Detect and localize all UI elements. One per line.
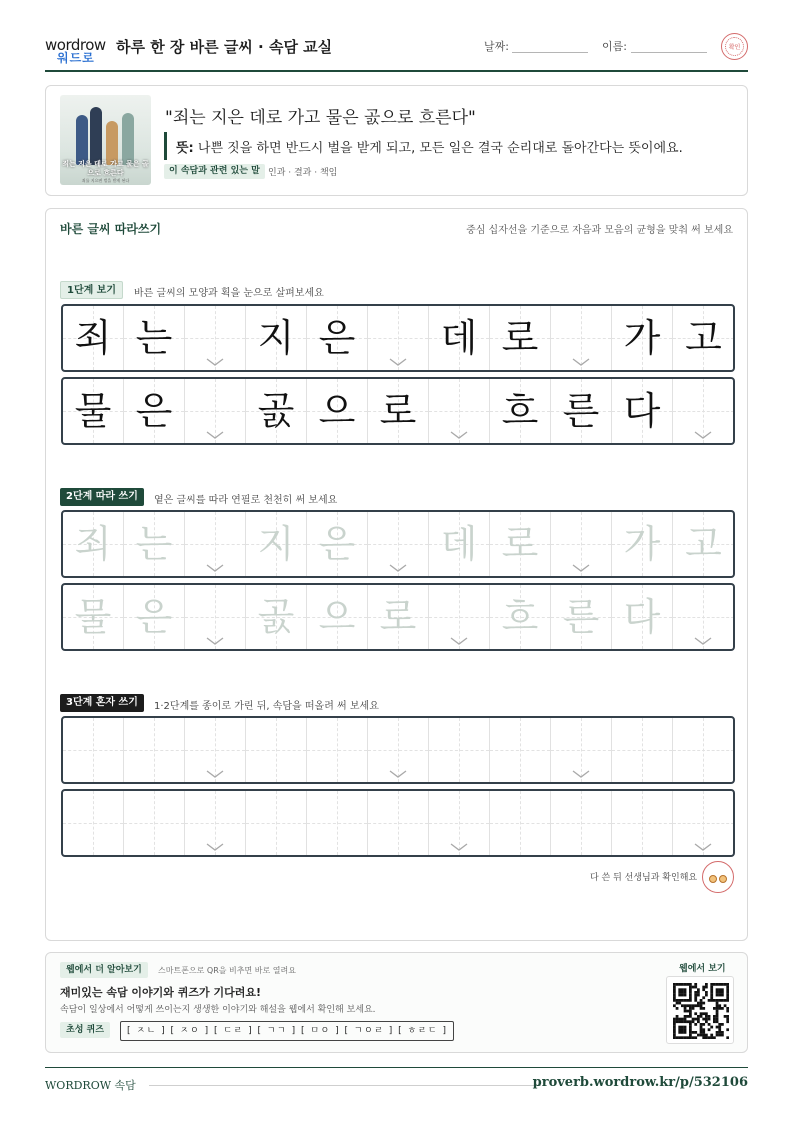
chosung-quiz-label: 초성 퀴즈 [60, 1022, 110, 1038]
space-mark-icon [449, 429, 469, 441]
grid-cell[interactable] [673, 585, 734, 649]
grid-character: 은 [318, 316, 356, 360]
step-1-tag: 1단계 보기 [60, 281, 123, 299]
web-more-tag: 웹에서 더 알아보기 [60, 962, 148, 978]
space-mark-icon [449, 841, 469, 853]
grid-cell [612, 379, 673, 443]
meaning-text: 나쁜 짓을 하면 반드시 벌을 받게 되고, 모든 일은 결국 순리대로 돌아간다는 뜻이에요. [197, 141, 683, 156]
space-mark-icon [571, 356, 591, 368]
grid-character: 물 [74, 595, 112, 639]
grid-cell [612, 306, 673, 370]
step-3-tag: 3단계 혼자 쓰기 [60, 694, 144, 712]
space-mark-icon [205, 429, 225, 441]
grid-character: 다 [623, 389, 661, 433]
grid-character: 는 [135, 522, 173, 566]
trace-row-2[interactable] [61, 583, 735, 651]
related-words: 인과 · 결과 · 책임 [268, 168, 338, 178]
grid-character: 죄 [74, 316, 112, 360]
date-label: 날짜: [484, 40, 509, 53]
space-mark-icon [205, 635, 225, 647]
grid-cell[interactable] [368, 512, 429, 576]
grid-cell[interactable] [490, 512, 551, 576]
qr-label: 웹에서 보기 [679, 964, 726, 974]
grid-cell[interactable] [307, 718, 368, 782]
grid-character: 물 [74, 389, 112, 433]
space-mark-icon [449, 635, 469, 647]
practice-title: 바른 글씨 따라쓰기 [60, 222, 162, 236]
grid-cell [63, 379, 124, 443]
grid-cell[interactable] [63, 585, 124, 649]
space-mark-icon [388, 768, 408, 780]
grid-cell[interactable] [246, 718, 307, 782]
grid-character: 흐 [501, 595, 539, 639]
grid-cell[interactable] [124, 512, 185, 576]
free-write-row-2[interactable] [61, 789, 735, 857]
grid-character: 은 [318, 522, 356, 566]
grid-cell[interactable] [63, 512, 124, 576]
grid-cell[interactable] [490, 791, 551, 855]
space-mark-icon [205, 562, 225, 574]
grid-cell[interactable] [673, 791, 734, 855]
proverb-quote: "죄는 지은 데로 가고 물은 곬으로 흐른다" [165, 108, 476, 128]
grid-cell [124, 306, 185, 370]
logo-hangul: 워드로 [57, 51, 95, 65]
footer-url-link[interactable]: proverb.wordrow.kr/p/532106 [532, 1075, 748, 1090]
grid-character: 른 [562, 595, 600, 639]
space-mark-icon [205, 841, 225, 853]
step-2-tag: 2단계 따라 쓰기 [60, 488, 144, 506]
grid-cell[interactable] [551, 585, 612, 649]
grid-cell[interactable] [307, 512, 368, 576]
grid-cell[interactable] [490, 585, 551, 649]
chosung-quiz: [ ㅈㄴ ] [ ㅈㅇ ] [ ㄷㄹ ] [ ㄱㄱ ] [ ㅁㅇ ] [ ㄱㅇㄹ ] [ ㅎㄹㄷ ] [120, 1021, 454, 1041]
teacher-check-note: 다 쓴 뒤 선생님과 확인해요 [590, 873, 698, 883]
grid-cell[interactable] [185, 585, 246, 649]
trace-row-1[interactable] [61, 510, 735, 578]
logo-wordmark: wordrow [45, 36, 106, 54]
grid-cell [490, 306, 551, 370]
grid-cell[interactable] [429, 585, 490, 649]
space-mark-icon [205, 356, 225, 368]
grid-cell[interactable] [246, 512, 307, 576]
free-write-row-1[interactable] [61, 716, 735, 784]
grid-character: 로 [379, 389, 417, 433]
web-more-title: 재미있는 속담 이야기와 퀴즈가 기다려요! [60, 986, 261, 999]
date-field[interactable] [512, 52, 588, 53]
space-mark-icon [693, 635, 713, 647]
grid-cell [63, 306, 124, 370]
grid-character: 죄 [74, 522, 112, 566]
space-mark-icon [571, 562, 591, 574]
grid-character: 흐 [501, 389, 539, 433]
related-words-tag: 이 속담과 관련 있는 말 [164, 164, 265, 179]
space-mark-icon [388, 356, 408, 368]
grid-character: 는 [135, 316, 173, 360]
grid-character: 른 [562, 389, 600, 433]
grid-cell[interactable] [673, 718, 734, 782]
grid-cell[interactable] [490, 718, 551, 782]
grid-cell[interactable] [124, 791, 185, 855]
grid-cell [673, 306, 734, 370]
grid-character: 가 [623, 522, 661, 566]
grid-cell [490, 379, 551, 443]
step-3-desc: 1·2단계를 종이로 가린 뒤, 속담을 떠올려 써 보세요 [154, 701, 379, 712]
wordrow-logo [45, 36, 109, 66]
grid-cell [551, 379, 612, 443]
proverb-meaning [176, 137, 683, 156]
teacher-stamp-icon [702, 861, 734, 893]
grid-cell[interactable] [612, 718, 673, 782]
grid-cell [368, 306, 429, 370]
grid-cell[interactable] [612, 585, 673, 649]
grid-character: 가 [623, 316, 661, 360]
grid-cell[interactable] [429, 718, 490, 782]
grid-cell[interactable] [673, 512, 734, 576]
grid-cell [429, 379, 490, 443]
handwriting-practice-panel [45, 208, 748, 941]
grid-character: 곬 [257, 595, 295, 639]
grid-cell [185, 306, 246, 370]
grid-cell [368, 379, 429, 443]
footer-divider [149, 1085, 541, 1086]
grid-cell[interactable] [185, 718, 246, 782]
grid-character: 고 [685, 316, 722, 360]
proverb-illustration [60, 95, 151, 185]
space-mark-icon [693, 429, 713, 441]
grid-cell[interactable] [551, 512, 612, 576]
grid-character: 지 [257, 522, 295, 566]
page-title: 하루 한 장 바른 글씨 · 속담 교실 [116, 38, 333, 56]
grid-character: 으 [318, 389, 356, 433]
grid-cell[interactable] [124, 585, 185, 649]
grid-character: 로 [501, 316, 539, 360]
grid-cell[interactable] [551, 718, 612, 782]
grid-character: 은 [135, 595, 173, 639]
grid-character: 은 [135, 389, 173, 433]
illustration-caption: 죄는 지은 데로 가고 물은 골으로 흐른다 [62, 160, 149, 177]
check-stamp-icon [721, 33, 748, 60]
grid-cell[interactable] [185, 791, 246, 855]
grid-cell[interactable] [307, 791, 368, 855]
grid-character: 로 [501, 522, 539, 566]
practice-hint: 중심 십자선을 기준으로 자음과 모음의 균형을 맞춰 써 보세요 [466, 225, 733, 236]
grid-cell [124, 379, 185, 443]
space-mark-icon [693, 841, 713, 853]
grid-character: 으 [318, 595, 356, 639]
grid-character: 데 [440, 316, 478, 360]
page-footer [45, 1067, 748, 1097]
view-row-2 [61, 377, 735, 445]
grid-character: 곬 [257, 389, 295, 433]
grid-cell[interactable] [368, 585, 429, 649]
footer-brand: WORDROW 속담 [45, 1079, 136, 1092]
grid-cell[interactable] [63, 791, 124, 855]
grid-cell[interactable] [63, 718, 124, 782]
grid-cell [246, 379, 307, 443]
grid-cell [429, 306, 490, 370]
grid-cell [185, 379, 246, 443]
grid-cell [673, 379, 734, 443]
grid-character: 데 [440, 522, 478, 566]
web-more-desc: 속담이 일상에서 어떻게 쓰이는지 생생한 이야기와 해설을 웹에서 확인해 보세요. [60, 1005, 376, 1015]
grid-cell[interactable] [551, 791, 612, 855]
name-label: 이름: [602, 40, 627, 53]
grid-cell[interactable] [307, 585, 368, 649]
view-row-1 [61, 304, 735, 372]
grid-cell[interactable] [612, 791, 673, 855]
meaning-accent-bar [164, 132, 167, 160]
meaning-label: 뜻: [176, 141, 194, 156]
grid-cell [307, 306, 368, 370]
grid-cell[interactable] [368, 791, 429, 855]
grid-cell[interactable] [246, 791, 307, 855]
qr-hint: 스마트폰으로 QR을 비추면 바로 열려요 [158, 966, 296, 975]
grid-character: 지 [257, 316, 295, 360]
qr-code-icon[interactable] [666, 976, 734, 1044]
grid-cell[interactable] [429, 512, 490, 576]
space-mark-icon [388, 562, 408, 574]
grid-cell [307, 379, 368, 443]
grid-cell[interactable] [246, 585, 307, 649]
proverb-card [45, 85, 748, 196]
grid-character: 다 [623, 595, 661, 639]
grid-character: 고 [685, 522, 722, 566]
grid-cell[interactable] [185, 512, 246, 576]
grid-cell [246, 306, 307, 370]
illustration-subcaption: 죄를 지으면 벌을 받게 된다 [81, 178, 130, 183]
grid-cell [551, 306, 612, 370]
stamp-label: 확인 [725, 37, 744, 56]
space-mark-icon [205, 768, 225, 780]
page-header [45, 30, 748, 72]
grid-cell[interactable] [124, 718, 185, 782]
grid-cell[interactable] [429, 791, 490, 855]
name-field[interactable] [631, 52, 707, 53]
grid-cell[interactable] [612, 512, 673, 576]
grid-character: 로 [379, 595, 417, 639]
web-more-card [45, 952, 748, 1053]
space-mark-icon [571, 768, 591, 780]
step-1-desc: 바른 글씨의 모양과 획을 눈으로 살펴보세요 [134, 288, 324, 299]
step-2-desc: 옅은 글씨를 따라 연필로 천천히 써 보세요 [154, 495, 338, 506]
grid-cell[interactable] [368, 718, 429, 782]
